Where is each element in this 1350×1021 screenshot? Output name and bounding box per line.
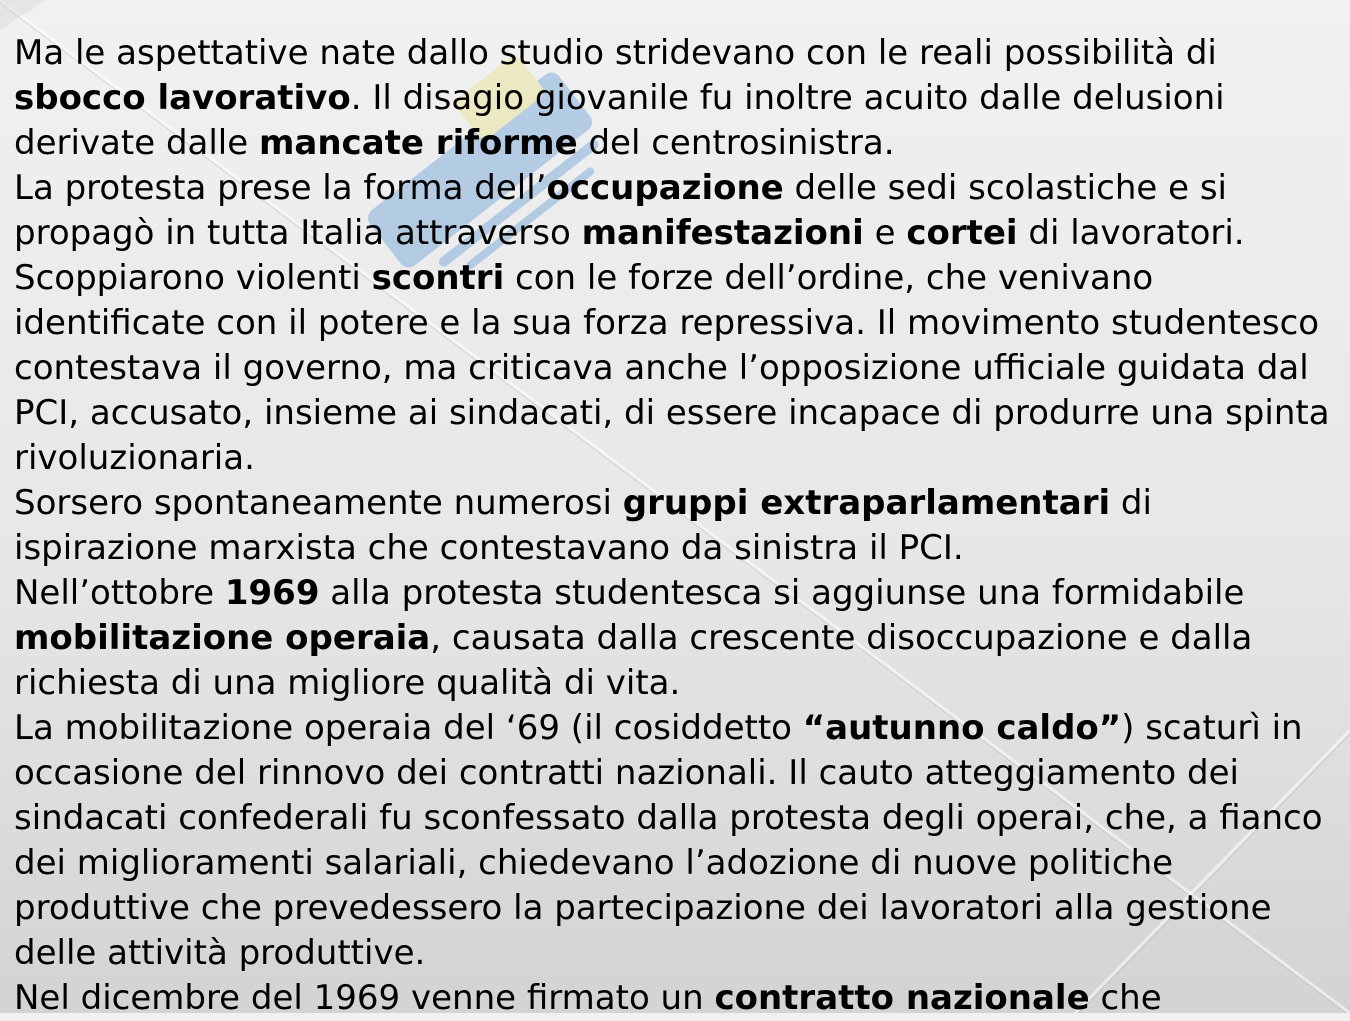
paragraph: [14, 571, 1334, 706]
text-run: del centrosinistra.: [577, 123, 895, 163]
slide-body-text: [14, 31, 1334, 1021]
paragraph: [14, 31, 1334, 166]
text-run: ) scaturì in occasione del rinnovo dei contratti nazionali. Il cauto atteggiamento dei sindacati confederali fu sconfessato dalla protesta degli operai, che, a fianco dei miglioramenti salariali, chiedevano l’adozione di nuove politiche produttive che prevedessero la partecipazione dei lavoratori alla gestione delle attività produttive.: [14, 708, 1323, 973]
paragraph: [14, 166, 1334, 481]
bold-text-run: gruppi extraparlamentari: [622, 483, 1111, 523]
bold-text-run: manifestazioni: [581, 213, 864, 253]
bold-text-run: contratto nazionale: [714, 978, 1090, 1018]
bold-text-run: mobilitazione operaia: [14, 618, 431, 658]
bold-text-run: scontri: [371, 258, 505, 298]
text-run: che: [1089, 978, 1162, 1018]
text-run: Ma le aspettative nate dallo studio stridevano con le reali possibilità di: [14, 33, 1217, 73]
text-run: Nell’ottobre: [14, 573, 225, 613]
paragraph: [14, 706, 1334, 976]
paragraph: [14, 976, 1334, 1021]
text-run: , causata dalla crescente disoccupazione e dalla richiesta di una migliore qualità di vita.: [14, 618, 1253, 703]
text-run: di lavoratori. Scoppiarono violenti: [14, 213, 1245, 298]
text-run: La mobilitazione operaia del ‘69 (il cosiddetto: [14, 708, 803, 748]
bold-text-run: cortei: [906, 213, 1018, 253]
text-run: di ispirazione marxista che contestavano da sinistra il PCI.: [14, 483, 1152, 568]
bold-text-run: mancate riforme: [258, 123, 578, 163]
text-run: e: [863, 213, 907, 253]
text-run: delle sedi scolastiche e si propagò in tutta Italia attraverso: [14, 168, 1227, 253]
text-run: con le forze dell’ordine, che venivano identificate con il potere e la sua forza repressiva. Il movimento studentesco contestava il governo, ma criticava anche l’opposizione ufficiale guidata dal PCI, accusato, insieme ai sindacati, di essere incapace di produrre una spinta rivoluzionaria.: [14, 258, 1330, 478]
text-run: alla protesta studentesca si aggiunse una formidabile: [319, 573, 1245, 613]
bold-text-run: occupazione: [546, 168, 784, 208]
bold-text-run: 1969: [224, 573, 320, 613]
text-run: . Il disagio giovanile fu inoltre acuito dalle delusioni derivate dalle: [14, 78, 1225, 163]
paragraph: [14, 481, 1334, 571]
text-run: Nel dicembre del 1969 venne firmato un: [14, 978, 715, 1018]
text-run: Sorsero spontaneamente numerosi: [14, 483, 623, 523]
bold-text-run: “autunno caldo”: [802, 708, 1122, 748]
bold-text-run: sbocco lavorativo: [14, 78, 351, 118]
text-run: La protesta prese la forma dell’: [14, 168, 547, 208]
